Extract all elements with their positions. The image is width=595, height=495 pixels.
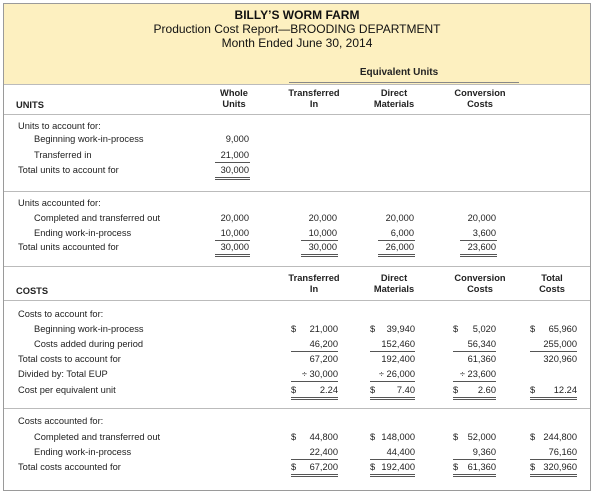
- currency-sign: $: [370, 432, 376, 442]
- currency-sign: $: [453, 432, 459, 442]
- costs-to-account-label: Costs to account for:: [18, 309, 104, 319]
- col-header-conversion-costs: Conversion Costs: [454, 88, 506, 109]
- ending-total-cost: 76,160: [548, 447, 577, 457]
- eup-conversion: ÷ 23,600: [459, 369, 496, 379]
- completed-conversion: 20,000: [467, 213, 496, 223]
- total-double-rule: [301, 254, 338, 257]
- row-label-completed-costs: Completed and transferred out: [34, 432, 161, 442]
- total-accounted-transferred-in-cost: 67,200: [309, 462, 338, 472]
- divider: [4, 408, 590, 409]
- report-title: Production Cost Report—BROODING DEPARTMENT: [153, 22, 441, 36]
- row-label-beginning-wip: Beginning work-in-process: [34, 134, 144, 144]
- currency-sign: $: [530, 385, 536, 395]
- col-header-transferred-in-costs: Transferred In: [288, 273, 340, 294]
- completed-whole: 20,000: [220, 213, 249, 223]
- total-double-rule: [291, 397, 338, 400]
- ending-conversion: 3,600: [472, 228, 496, 238]
- beginning-total-cost: 65,960: [548, 324, 577, 334]
- beginning-conversion-cost: 5,020: [472, 324, 496, 334]
- production-cost-report: [3, 3, 591, 491]
- report-header: [4, 4, 590, 62]
- col-header-direct-materials-costs: Direct Materials: [373, 273, 415, 294]
- divider: [4, 191, 590, 192]
- row-label-transferred-in: Transferred in: [34, 150, 92, 160]
- total-double-rule: [453, 474, 496, 477]
- ending-conversion-cost: 9,360: [472, 447, 496, 457]
- subtotal-rule: [215, 240, 250, 241]
- currency-sign: $: [370, 324, 376, 334]
- completed-transferred-in: 20,000: [308, 213, 337, 223]
- total-double-rule: [378, 254, 415, 257]
- completed-transferred-in-cost: 44,800: [309, 432, 338, 442]
- equivalent-units-underline: [289, 82, 519, 83]
- total-accounted-direct-materials: 26,000: [385, 242, 414, 252]
- total-double-rule: [453, 397, 496, 400]
- total-double-rule: [215, 254, 250, 257]
- total-accounted-conversion-cost: 61,360: [467, 462, 496, 472]
- subtotal-rule: [291, 351, 338, 352]
- row-label-beginning-wip-costs: Beginning work-in-process: [34, 324, 144, 334]
- row-label-total-costs: Total costs to account for: [18, 354, 121, 364]
- currency-sign: $: [370, 385, 376, 395]
- currency-sign: $: [530, 462, 536, 472]
- currency-sign: $: [530, 432, 536, 442]
- total-accounted-conversion: 23,600: [467, 242, 496, 252]
- row-label-divided-by-eup: Divided by: Total EUP: [18, 369, 108, 379]
- subtotal-rule: [460, 240, 497, 241]
- row-label-total-units-accounted: Total units accounted for: [18, 242, 119, 252]
- row-label-cost-per-eu: Cost per equivalent unit: [18, 385, 116, 395]
- currency-sign: $: [291, 324, 297, 334]
- total-total-cost: 320,960: [543, 354, 577, 364]
- equivalent-units-heading: Equivalent Units: [359, 67, 439, 78]
- units-accounted-label: Units accounted for:: [18, 198, 101, 208]
- currency-sign: $: [370, 462, 376, 472]
- total-double-rule: [460, 254, 497, 257]
- subtotal-rule: [215, 162, 250, 163]
- col-header-whole-units: Whole Units: [220, 88, 248, 109]
- row-label-costs-added: Costs added during period: [34, 339, 144, 349]
- currency-sign: $: [291, 385, 297, 395]
- row-label-total-costs-accounted: Total costs accounted for: [18, 462, 121, 472]
- divider: [4, 114, 590, 115]
- subtotal-rule: [291, 381, 338, 382]
- currency-sign: $: [453, 462, 459, 472]
- added-total-cost: 255,000: [543, 339, 577, 349]
- col-header-transferred-in: Transferred In: [288, 88, 340, 109]
- currency-sign: $: [453, 324, 459, 334]
- subtotal-rule: [370, 381, 415, 382]
- costs-accounted-label: Costs accounted for:: [18, 416, 104, 426]
- units-section-label: UNITS: [16, 100, 44, 110]
- cpeu-conversion: 2.60: [477, 385, 496, 395]
- total-accounted-transferred-in: 30,000: [308, 242, 337, 252]
- currency-sign: $: [291, 432, 297, 442]
- beginning-transferred-in-cost: 21,000: [309, 324, 338, 334]
- subtotal-rule: [291, 459, 338, 460]
- total-accounted-total-cost: 320,960: [543, 462, 577, 472]
- equivalent-units-band: [4, 62, 590, 84]
- ending-whole: 10,000: [220, 228, 249, 238]
- report-period: Month Ended June 30, 2014: [221, 36, 373, 50]
- ending-direct-materials: 6,000: [390, 228, 414, 238]
- divider: [4, 84, 590, 85]
- col-header-total-costs: Total Costs: [539, 273, 565, 294]
- ending-direct-materials-cost: 44,400: [386, 447, 415, 457]
- total-direct-materials-cost: 192,400: [381, 354, 415, 364]
- total-double-rule: [530, 397, 577, 400]
- subtotal-rule: [530, 459, 577, 460]
- completed-direct-materials: 20,000: [385, 213, 414, 223]
- eup-direct-materials: ÷ 26,000: [378, 369, 415, 379]
- ending-transferred-in-cost: 22,400: [309, 447, 338, 457]
- currency-sign: $: [453, 385, 459, 395]
- added-transferred-in-cost: 46,200: [309, 339, 338, 349]
- units-to-account-label: Units to account for:: [18, 121, 101, 131]
- divider: [4, 266, 590, 267]
- subtotal-rule: [378, 240, 415, 241]
- currency-sign: $: [530, 324, 536, 334]
- ending-transferred-in: 10,000: [308, 228, 337, 238]
- row-label-total-units: Total units to account for: [18, 165, 119, 175]
- col-header-conversion-costs-costs: Conversion Costs: [454, 273, 506, 294]
- currency-sign: $: [291, 462, 297, 472]
- total-accounted-direct-materials-cost: 192,400: [381, 462, 415, 472]
- total-accounted-whole: 30,000: [220, 242, 249, 252]
- whole-units-total: 30,000: [220, 165, 249, 175]
- completed-conversion-cost: 52,000: [467, 432, 496, 442]
- col-header-direct-materials: Direct Materials: [373, 88, 415, 109]
- subtotal-rule: [453, 381, 496, 382]
- subtotal-rule: [453, 351, 496, 352]
- row-label-completed-units: Completed and transferred out: [34, 213, 161, 223]
- whole-units-beginning-wip: 9,000: [225, 134, 249, 144]
- divider: [4, 300, 590, 301]
- total-conversion-cost: 61,360: [467, 354, 496, 364]
- total-double-rule: [370, 474, 415, 477]
- subtotal-rule: [530, 351, 577, 352]
- cpeu-direct-materials: 7.40: [396, 385, 415, 395]
- total-double-rule: [291, 474, 338, 477]
- completed-direct-materials-cost: 148,000: [381, 432, 415, 442]
- total-transferred-in-cost: 67,200: [309, 354, 338, 364]
- beginning-direct-materials-cost: 39,940: [386, 324, 415, 334]
- row-label-ending-wip-costs: Ending work-in-process: [34, 447, 132, 457]
- total-double-rule: [215, 177, 250, 180]
- total-double-rule: [530, 474, 577, 477]
- subtotal-rule: [301, 240, 338, 241]
- cpeu-transferred-in: 2.24: [319, 385, 338, 395]
- costs-section-label: COSTS: [16, 286, 49, 296]
- row-label-ending-wip-units: Ending work-in-process: [34, 228, 132, 238]
- eup-transferred-in: ÷ 30,000: [301, 369, 338, 379]
- completed-total-cost: 244,800: [543, 432, 577, 442]
- subtotal-rule: [370, 351, 415, 352]
- total-double-rule: [370, 397, 415, 400]
- subtotal-rule: [370, 459, 415, 460]
- added-direct-materials-cost: 152,460: [381, 339, 415, 349]
- whole-units-transferred-in: 21,000: [220, 150, 249, 160]
- company-name: BILLY’S WORM FARM: [234, 8, 360, 22]
- added-conversion-cost: 56,340: [467, 339, 496, 349]
- subtotal-rule: [453, 459, 496, 460]
- cpeu-total: 12.24: [553, 385, 577, 395]
